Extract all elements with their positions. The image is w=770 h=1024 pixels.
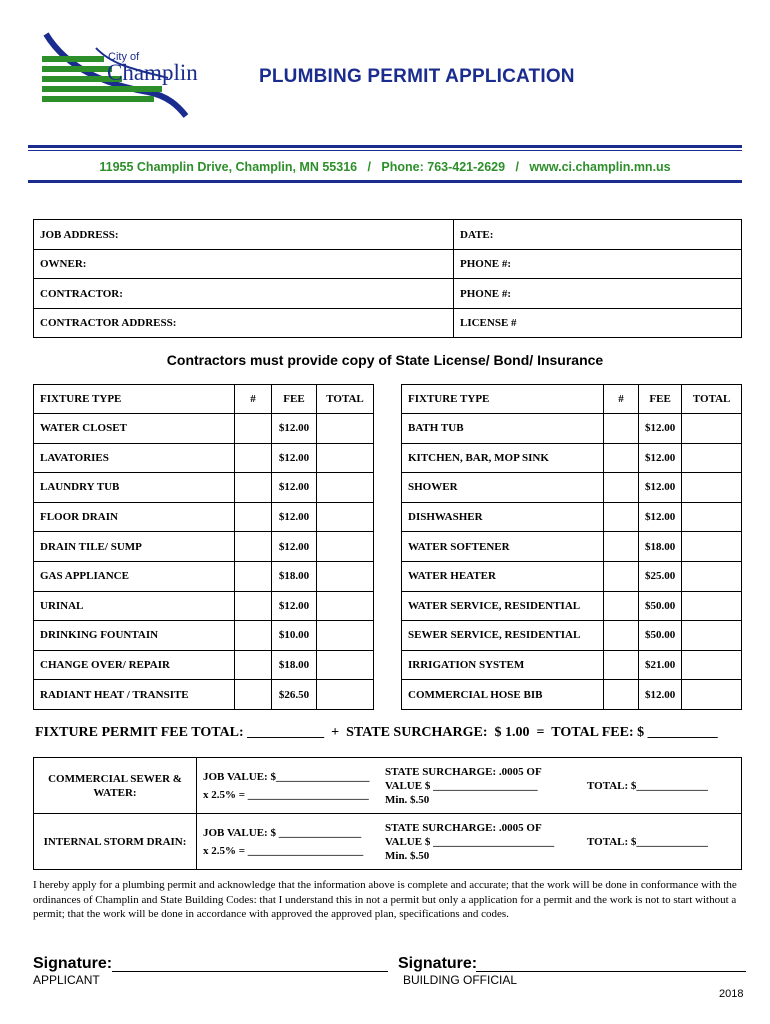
contact-line: 11955 Champlin Drive, Champlin, MN 55316 / Phone: 763-421-2629 / www.ci.champlin.mn.us [99, 160, 671, 174]
fixture-total-cell[interactable] [682, 561, 742, 591]
fixture-count-cell[interactable] [235, 443, 272, 473]
fixture-fee-cell: $12.00 [639, 414, 682, 444]
fixture-type-cell: GAS APPLIANCE [34, 561, 235, 591]
fixture-fee-cell: $18.00 [639, 532, 682, 562]
commercial-fee-table [33, 757, 742, 870]
contractor-phone-field[interactable]: PHONE #: [454, 279, 742, 309]
fixture-type-cell: DRAIN TILE/ SUMP [34, 532, 235, 562]
fixture-fee-cell: $12.00 [272, 591, 317, 621]
sewer-total-field[interactable]: TOTAL: $_____________ [581, 758, 742, 814]
fixture-row [402, 443, 742, 473]
sewer-rate-field[interactable]: x 2.5% = ______________________ [203, 788, 369, 801]
storm-surcharge-value-field[interactable]: VALUE $ ______________________ [385, 835, 555, 848]
fixture-type-cell: URINAL [34, 591, 235, 621]
applicant-signature-label: Signature: [33, 955, 113, 972]
license-field[interactable]: LICENSE # [454, 309, 742, 338]
fixture-row [402, 680, 742, 710]
fixture-type-cell: BATH TUB [402, 414, 604, 444]
fixture-count-cell[interactable] [604, 680, 639, 710]
total-header: TOTAL [317, 385, 374, 414]
fixture-row [34, 591, 374, 621]
total-header: TOTAL [682, 385, 742, 414]
fixture-fee-cell: $18.00 [272, 650, 317, 680]
fixture-count-cell[interactable] [235, 591, 272, 621]
fixture-fee-cell: $12.00 [272, 532, 317, 562]
fixture-total-cell[interactable] [317, 591, 374, 621]
contractor-address-field[interactable]: CONTRACTOR ADDRESS: [34, 309, 454, 338]
fixture-type-header: FIXTURE TYPE [34, 385, 235, 414]
fixture-fee-cell: $12.00 [639, 473, 682, 503]
fixture-type-cell: IRRIGATION SYSTEM [402, 650, 604, 680]
count-header: # [604, 385, 639, 414]
fixture-type-cell: DISHWASHER [402, 502, 604, 532]
fixture-total-cell[interactable] [682, 650, 742, 680]
fixture-fee-cell: $12.00 [272, 414, 317, 444]
fixture-total-cell[interactable] [317, 473, 374, 503]
commercial-sewer-surcharge [379, 758, 581, 814]
fixture-total-cell[interactable] [682, 502, 742, 532]
fixture-type-cell: DRINKING FOUNTAIN [34, 621, 235, 651]
fixture-total-cell[interactable] [317, 443, 374, 473]
fixture-count-cell[interactable] [235, 414, 272, 444]
fixture-total-cell[interactable] [317, 532, 374, 562]
fixture-total-cell[interactable] [317, 680, 374, 710]
fixture-type-cell: FLOOR DRAIN [34, 502, 235, 532]
fixture-count-cell[interactable] [604, 502, 639, 532]
owner-phone-field[interactable]: PHONE #: [454, 250, 742, 279]
commercial-sewer-job-value [197, 758, 380, 814]
fixture-row [402, 591, 742, 621]
commercial-sewer-label [34, 758, 197, 814]
fixture-fee-cell: $10.00 [272, 621, 317, 651]
fixture-type-cell: LAUNDRY TUB [34, 473, 235, 503]
official-caption: BUILDING OFFICIAL [403, 973, 518, 987]
fixture-row [34, 680, 374, 710]
info-row [34, 279, 742, 309]
form-year: 2018 [719, 988, 744, 1000]
logo-city-of: City of [108, 51, 140, 63]
fixture-type-cell: WATER SERVICE, RESIDENTIAL [402, 591, 604, 621]
official-signature-label: Signature: [398, 955, 478, 972]
fixture-row [402, 532, 742, 562]
fixture-fee-cell: $12.00 [272, 473, 317, 503]
commercial-sewer-label-line2: WATER: [93, 786, 137, 799]
fixture-total-cell[interactable] [682, 473, 742, 503]
fixture-row [34, 650, 374, 680]
fixture-type-cell: COMMERCIAL HOSE BIB [402, 680, 604, 710]
license-notice: Contractors must provide copy of State License/ Bond/ Insurance [166, 352, 604, 368]
fixture-type-cell: LAVATORIES [34, 443, 235, 473]
fixture-count-cell[interactable] [235, 621, 272, 651]
fixture-row [402, 473, 742, 503]
fixture-total-cell[interactable] [682, 532, 742, 562]
fixture-fee-cell: $25.00 [639, 561, 682, 591]
fixture-row [34, 414, 374, 444]
fixture-total-cell[interactable] [682, 443, 742, 473]
fixture-count-cell[interactable] [604, 621, 639, 651]
fixture-type-cell: RADIANT HEAT / TRANSITE [34, 680, 235, 710]
fixture-total-cell[interactable] [682, 591, 742, 621]
commercial-sewer-label-line1: COMMERCIAL SEWER & [48, 772, 182, 785]
fixture-total-cell[interactable] [317, 414, 374, 444]
fixture-row [34, 532, 374, 562]
storm-surcharge-line1: STATE SURCHARGE: .0005 OF [385, 821, 542, 834]
fixture-fee-cell: $21.00 [639, 650, 682, 680]
fixture-fee-cell: $12.00 [639, 502, 682, 532]
storm-drain-row [34, 814, 742, 870]
fixture-row [34, 561, 374, 591]
fixture-count-cell[interactable] [604, 532, 639, 562]
fixture-type-cell: SHOWER [402, 473, 604, 503]
page-title: PLUMBING PERMIT APPLICATION [259, 66, 575, 87]
fixture-count-cell[interactable] [604, 414, 639, 444]
fixture-fee-cell: $12.00 [272, 502, 317, 532]
info-row [34, 309, 742, 338]
sewer-surcharge-value-field[interactable]: VALUE $ ___________________ [385, 779, 538, 792]
fixture-type-cell: WATER CLOSET [34, 414, 235, 444]
sewer-surcharge-line1: STATE SURCHARGE: .0005 OF [385, 765, 542, 778]
official-signature-line[interactable] [476, 970, 746, 972]
header-rule-top [28, 145, 742, 148]
fixture-row [34, 443, 374, 473]
fixture-total-cell[interactable] [317, 650, 374, 680]
fixture-total-cell[interactable] [682, 621, 742, 651]
fixture-count-cell[interactable] [235, 650, 272, 680]
fixture-header-row [34, 385, 374, 414]
applicant-signature-line[interactable] [112, 970, 388, 972]
owner-field[interactable]: OWNER: [34, 250, 454, 279]
fixture-type-cell: WATER HEATER [402, 561, 604, 591]
storm-drain-job-value [197, 814, 380, 870]
storm-rate-field[interactable]: x 2.5% = _____________________ [203, 844, 364, 857]
fixture-fee-cell: $12.00 [639, 443, 682, 473]
city-logo [38, 30, 228, 122]
logo-champlin: Champlin [107, 60, 198, 85]
job-address-field[interactable]: JOB ADDRESS: [34, 220, 454, 250]
fixture-count-cell[interactable] [604, 591, 639, 621]
fixture-total-cell[interactable] [682, 414, 742, 444]
fixture-fee-cell: $50.00 [639, 621, 682, 651]
fixture-fee-cell: $18.00 [272, 561, 317, 591]
fixture-row [402, 561, 742, 591]
fixture-type-cell: KITCHEN, BAR, MOP SINK [402, 443, 604, 473]
fixture-count-cell[interactable] [235, 680, 272, 710]
fee-header: FEE [639, 385, 682, 414]
fixture-count-cell[interactable] [604, 443, 639, 473]
fixture-table-left [33, 384, 374, 710]
storm-drain-label: INTERNAL STORM DRAIN: [34, 814, 197, 870]
applicant-statement: I hereby apply for a plumbing permit and acknowledge that the information above is complete and accurate; that the work will be done in conformance with the ordinances of Champlin and State Building Codes: that I understand this in not a permit but only a application for a permit and the work is not to start without a permit; that the work will be done in accordance with approved the approved plan, specifications and codes. [33, 879, 737, 920]
fixture-count-cell[interactable] [604, 561, 639, 591]
fixture-row [402, 621, 742, 651]
count-header: # [235, 385, 272, 414]
fixture-count-cell[interactable] [604, 473, 639, 503]
fixture-row [34, 473, 374, 503]
fixture-count-cell[interactable] [235, 561, 272, 591]
fixture-count-cell[interactable] [235, 532, 272, 562]
fixture-row [402, 502, 742, 532]
fixture-type-cell: CHANGE OVER/ REPAIR [34, 650, 235, 680]
sewer-job-value-field[interactable]: JOB VALUE: $_________________ [203, 770, 370, 783]
commercial-sewer-row [34, 758, 742, 814]
job-info-table [33, 219, 742, 338]
fixture-type-header: FIXTURE TYPE [402, 385, 604, 414]
fixture-fee-cell: $50.00 [639, 591, 682, 621]
fixture-row [34, 502, 374, 532]
fee-total-line: FIXTURE PERMIT FEE TOTAL: ___________ + STATE SURCHARGE: $ 1.00 = TOTAL FEE: $ __________ [35, 725, 718, 740]
header-rule-top-thin [28, 150, 742, 151]
fee-header: FEE [272, 385, 317, 414]
fixture-type-cell: SEWER SERVICE, RESIDENTIAL [402, 621, 604, 651]
fixture-row [34, 621, 374, 651]
fixture-fee-cell: $26.50 [272, 680, 317, 710]
fixture-fee-cell: $12.00 [272, 443, 317, 473]
fixture-fee-cell: $12.00 [639, 680, 682, 710]
fixture-row [402, 414, 742, 444]
storm-job-value-field[interactable]: JOB VALUE: $ _______________ [203, 826, 362, 839]
fixture-row [402, 650, 742, 680]
fixture-total-cell[interactable] [317, 621, 374, 651]
fixture-count-cell[interactable] [235, 502, 272, 532]
info-row [34, 220, 742, 250]
fixture-count-cell[interactable] [604, 650, 639, 680]
storm-surcharge-min: Min. $.50 [385, 849, 430, 862]
info-row [34, 250, 742, 279]
header-rule-bottom [28, 180, 742, 183]
fixture-total-cell[interactable] [317, 561, 374, 591]
contractor-field[interactable]: CONTRACTOR: [34, 279, 454, 309]
fixture-total-cell[interactable] [682, 680, 742, 710]
fixture-count-cell[interactable] [235, 473, 272, 503]
fixture-total-cell[interactable] [317, 502, 374, 532]
fixture-header-row [402, 385, 742, 414]
fixture-type-cell: WATER SOFTENER [402, 532, 604, 562]
fixture-table-right [401, 384, 742, 710]
date-field[interactable]: DATE: [454, 220, 742, 250]
storm-total-field[interactable]: TOTAL: $_____________ [581, 814, 742, 870]
storm-drain-surcharge [379, 814, 581, 870]
applicant-caption: APPLICANT [33, 973, 100, 987]
sewer-surcharge-min: Min. $.50 [385, 793, 430, 806]
